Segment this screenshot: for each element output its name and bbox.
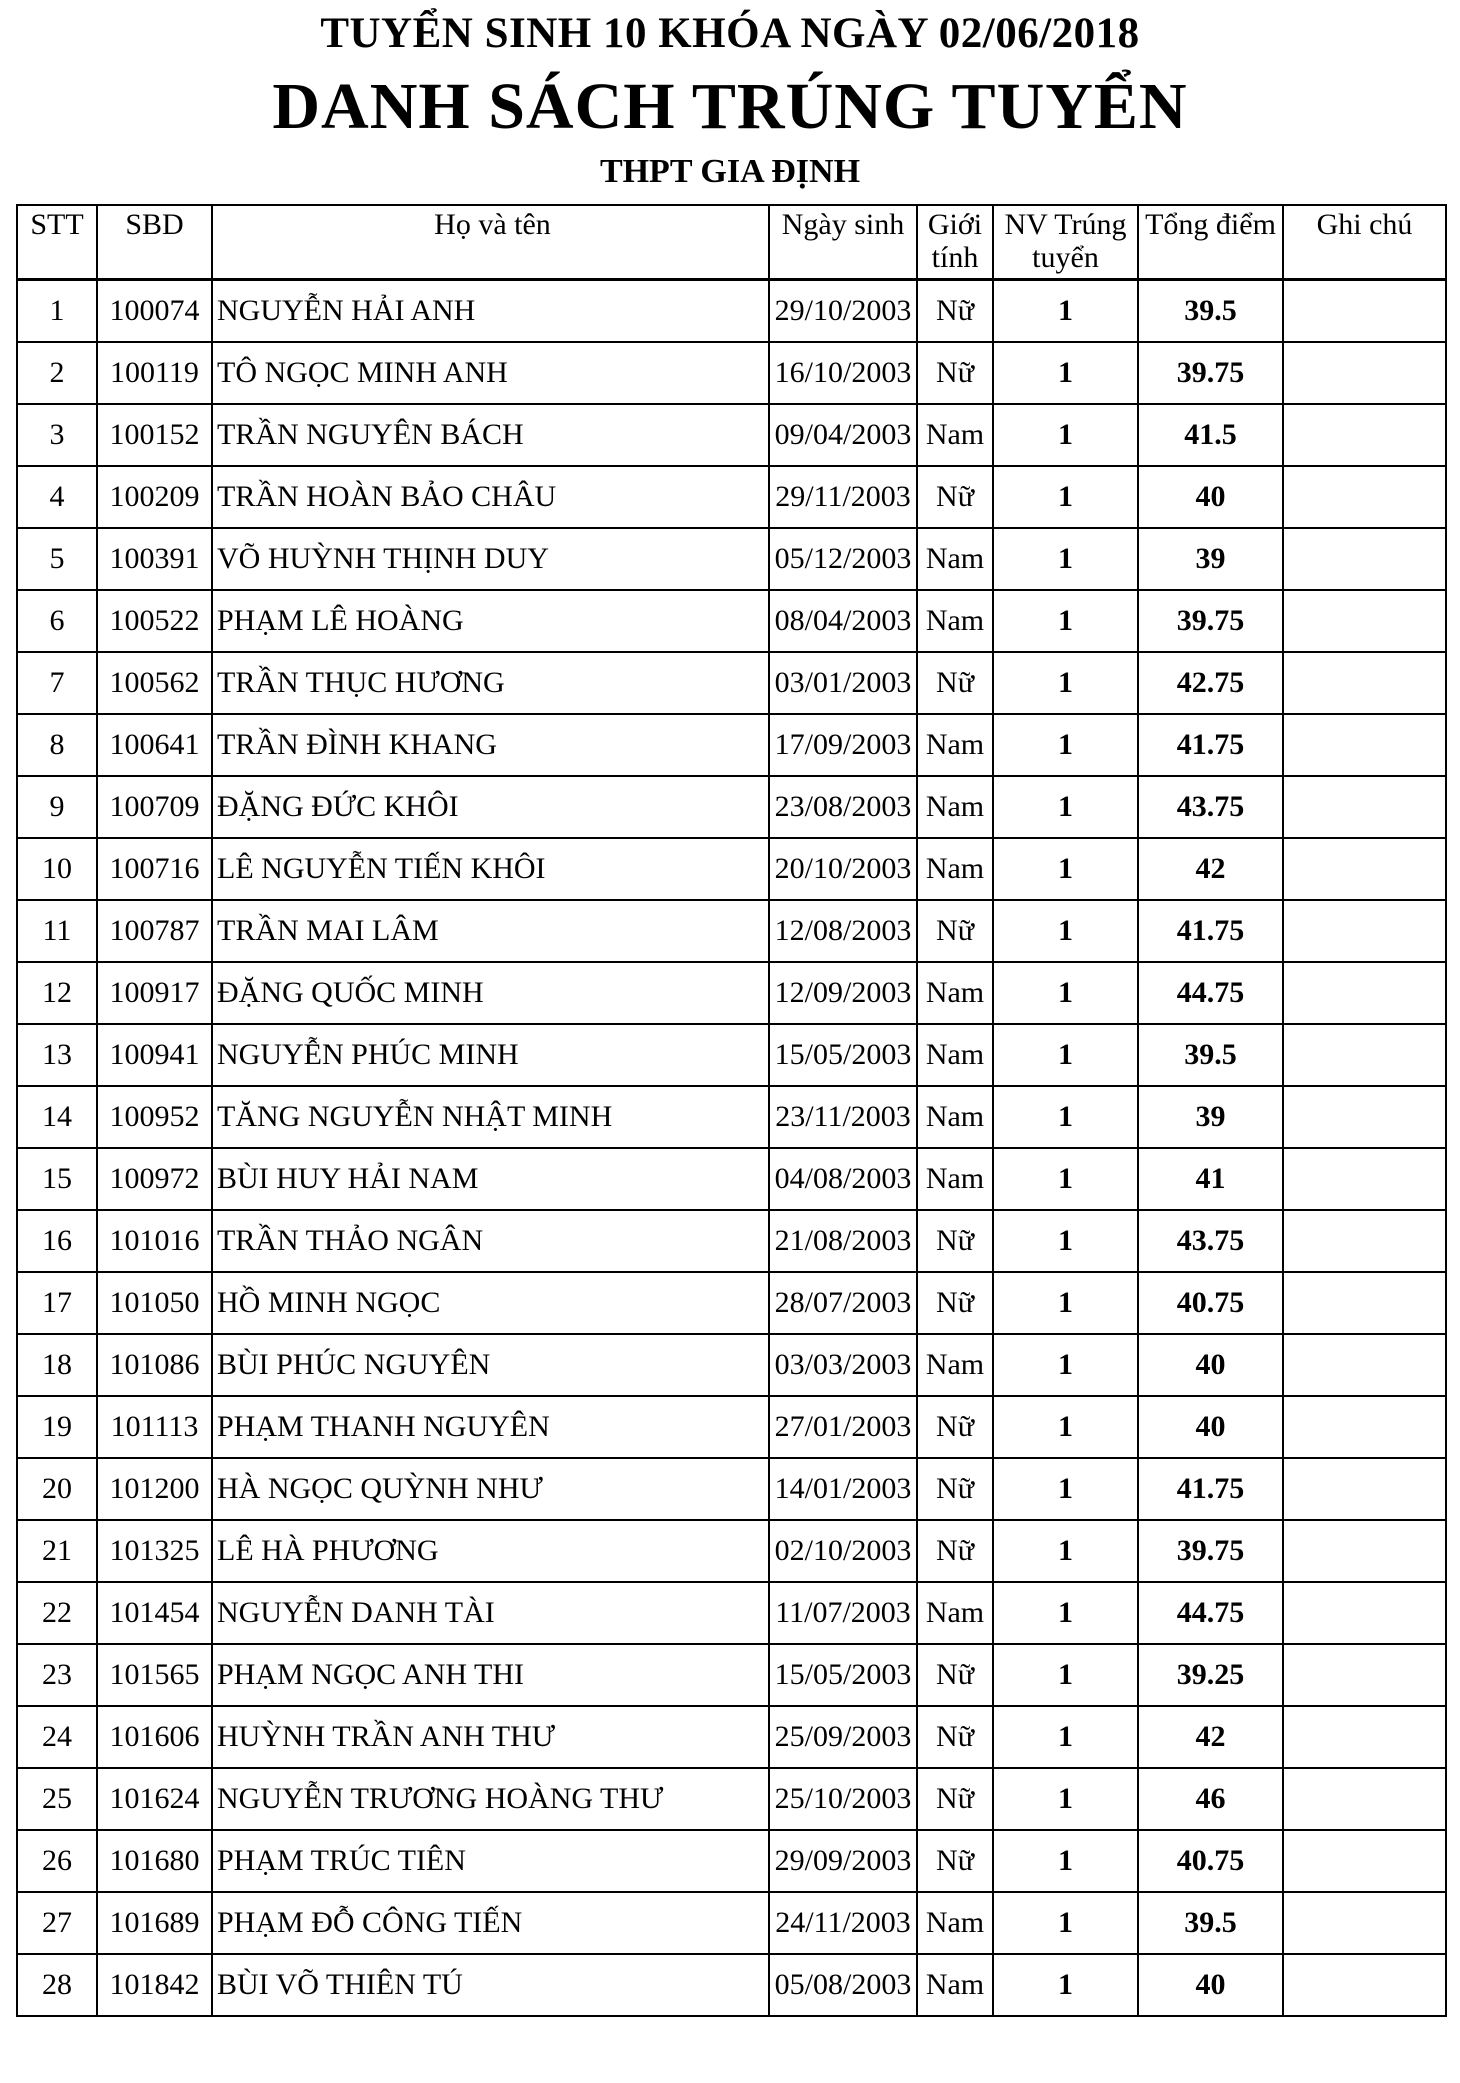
- cell-note: [1283, 1954, 1446, 2016]
- cell-gender: Nữ: [917, 1272, 993, 1334]
- cell-dob: 29/10/2003: [769, 280, 917, 343]
- table-row: [17, 466, 1446, 528]
- cell-note: [1283, 404, 1446, 466]
- cell-name: NGUYỄN TRƯƠNG HOÀNG THƯ: [212, 1768, 769, 1830]
- header-gender: [917, 205, 993, 280]
- cell-name: ĐẶNG ĐỨC KHÔI: [212, 776, 769, 838]
- cell-score: 40: [1138, 466, 1283, 528]
- cell-gender: Nam: [917, 528, 993, 590]
- cell-nv: 1: [993, 1954, 1138, 2016]
- table-row: [17, 838, 1446, 900]
- cell-dob: 03/03/2003: [769, 1334, 917, 1396]
- cell-dob: 25/10/2003: [769, 1768, 917, 1830]
- cell-note: [1283, 1334, 1446, 1396]
- cell-sbd: 100917: [97, 962, 212, 1024]
- cell-stt: 1: [17, 280, 97, 343]
- cell-note: [1283, 342, 1446, 404]
- cell-note: [1283, 1830, 1446, 1892]
- cell-note: [1283, 1892, 1446, 1954]
- cell-sbd: 100716: [97, 838, 212, 900]
- table-row: [17, 1272, 1446, 1334]
- cell-name: TRẦN THẢO NGÂN: [212, 1210, 769, 1272]
- cell-nv: 1: [993, 1210, 1138, 1272]
- header-name: Họ và tên: [212, 205, 769, 280]
- cell-name: BÙI PHÚC NGUYÊN: [212, 1334, 769, 1396]
- cell-score: 40: [1138, 1334, 1283, 1396]
- cell-stt: 7: [17, 652, 97, 714]
- cell-gender: Nữ: [917, 900, 993, 962]
- cell-sbd: 101680: [97, 1830, 212, 1892]
- table-row: [17, 1458, 1446, 1520]
- cell-dob: 24/11/2003: [769, 1892, 917, 1954]
- cell-gender: Nam: [917, 1086, 993, 1148]
- cell-name: PHẠM ĐỖ CÔNG TIẾN: [212, 1892, 769, 1954]
- cell-note: [1283, 1396, 1446, 1458]
- cell-gender: Nữ: [917, 1396, 993, 1458]
- cell-dob: 15/05/2003: [769, 1644, 917, 1706]
- cell-score: 41.5: [1138, 404, 1283, 466]
- cell-stt: 21: [17, 1520, 97, 1582]
- cell-sbd: 100391: [97, 528, 212, 590]
- cell-score: 40.75: [1138, 1272, 1283, 1334]
- cell-stt: 6: [17, 590, 97, 652]
- table-row: [17, 1024, 1446, 1086]
- header-stt: STT: [17, 205, 97, 280]
- cell-score: 39.75: [1138, 342, 1283, 404]
- cell-stt: 28: [17, 1954, 97, 2016]
- cell-dob: 17/09/2003: [769, 714, 917, 776]
- cell-gender: Nữ: [917, 1706, 993, 1768]
- cell-nv: 1: [993, 1582, 1138, 1644]
- cell-name: TRẦN HOÀN BẢO CHÂU: [212, 466, 769, 528]
- cell-score: 39.5: [1138, 1892, 1283, 1954]
- cell-dob: 15/05/2003: [769, 1024, 917, 1086]
- cell-dob: 08/04/2003: [769, 590, 917, 652]
- cell-name: NGUYỄN PHÚC MINH: [212, 1024, 769, 1086]
- header-sbd: SBD: [97, 205, 212, 280]
- cell-name: PHẠM LÊ HOÀNG: [212, 590, 769, 652]
- table-row: [17, 652, 1446, 714]
- table-row: [17, 1954, 1446, 2016]
- cell-note: [1283, 714, 1446, 776]
- cell-stt: 27: [17, 1892, 97, 1954]
- cell-stt: 23: [17, 1644, 97, 1706]
- cell-sbd: 100562: [97, 652, 212, 714]
- cell-note: [1283, 1148, 1446, 1210]
- cell-stt: 11: [17, 900, 97, 962]
- cell-sbd: 100641: [97, 714, 212, 776]
- cell-nv: 1: [993, 714, 1138, 776]
- cell-stt: 18: [17, 1334, 97, 1396]
- cell-name: TRẦN MAI LÂM: [212, 900, 769, 962]
- cell-dob: 12/08/2003: [769, 900, 917, 962]
- cell-nv: 1: [993, 528, 1138, 590]
- cell-gender: Nữ: [917, 652, 993, 714]
- header-score: Tổng điểm: [1138, 205, 1283, 280]
- cell-score: 40: [1138, 1396, 1283, 1458]
- table-row: [17, 280, 1446, 343]
- cell-stt: 10: [17, 838, 97, 900]
- cell-name: NGUYỄN HẢI ANH: [212, 280, 769, 343]
- cell-nv: 1: [993, 838, 1138, 900]
- cell-score: 42: [1138, 838, 1283, 900]
- cell-sbd: 101624: [97, 1768, 212, 1830]
- cell-gender: Nam: [917, 1954, 993, 2016]
- table-row: [17, 1892, 1446, 1954]
- table-row: [17, 1768, 1446, 1830]
- cell-name: LÊ HÀ PHƯƠNG: [212, 1520, 769, 1582]
- cell-gender: Nam: [917, 1334, 993, 1396]
- cell-score: 39.5: [1138, 280, 1283, 343]
- cell-score: 39.75: [1138, 1520, 1283, 1582]
- cell-dob: 28/07/2003: [769, 1272, 917, 1334]
- cell-stt: 17: [17, 1272, 97, 1334]
- cell-gender: Nam: [917, 962, 993, 1024]
- cell-name: VÕ HUỲNH THỊNH DUY: [212, 528, 769, 590]
- cell-stt: 4: [17, 466, 97, 528]
- cell-sbd: 101200: [97, 1458, 212, 1520]
- cell-sbd: 100709: [97, 776, 212, 838]
- cell-name: PHẠM THANH NGUYÊN: [212, 1396, 769, 1458]
- cell-gender: Nữ: [917, 1520, 993, 1582]
- cell-stt: 24: [17, 1706, 97, 1768]
- cell-nv: 1: [993, 1396, 1138, 1458]
- cell-score: 40: [1138, 1954, 1283, 2016]
- cell-stt: 14: [17, 1086, 97, 1148]
- cell-gender: Nam: [917, 776, 993, 838]
- table-row: [17, 1706, 1446, 1768]
- cell-stt: 9: [17, 776, 97, 838]
- cell-sbd: 101606: [97, 1706, 212, 1768]
- cell-stt: 2: [17, 342, 97, 404]
- cell-note: [1283, 590, 1446, 652]
- table-row: [17, 1086, 1446, 1148]
- cell-note: [1283, 1520, 1446, 1582]
- cell-dob: 09/04/2003: [769, 404, 917, 466]
- cell-note: [1283, 1086, 1446, 1148]
- header-note: Ghi chú: [1283, 205, 1446, 280]
- table-row: [17, 1334, 1446, 1396]
- cell-dob: 12/09/2003: [769, 962, 917, 1024]
- cell-nv: 1: [993, 1644, 1138, 1706]
- school-name: THPT GIA ĐỊNH: [599, 153, 861, 190]
- cell-gender: Nữ: [917, 1830, 993, 1892]
- cell-gender: Nữ: [917, 1768, 993, 1830]
- cell-dob: 11/07/2003: [769, 1582, 917, 1644]
- cell-dob: 27/01/2003: [769, 1396, 917, 1458]
- cell-name: TÔ NGỌC MINH ANH: [212, 342, 769, 404]
- cell-nv: 1: [993, 1892, 1138, 1954]
- cell-name: TĂNG NGUYỄN NHẬT MINH: [212, 1086, 769, 1148]
- cell-gender: Nam: [917, 714, 993, 776]
- cell-sbd: 100119: [97, 342, 212, 404]
- cell-name: TRẦN THỤC HƯƠNG: [212, 652, 769, 714]
- cell-gender: Nam: [917, 1892, 993, 1954]
- cell-dob: 23/11/2003: [769, 1086, 917, 1148]
- cell-score: 39.5: [1138, 1024, 1283, 1086]
- cell-nv: 1: [993, 776, 1138, 838]
- cell-name: HÀ NGỌC QUỲNH NHƯ: [212, 1458, 769, 1520]
- header-nv-label: NV Trúng tuyển: [1004, 208, 1127, 274]
- cell-note: [1283, 1768, 1446, 1830]
- cell-score: 44.75: [1138, 1582, 1283, 1644]
- cell-sbd: 101565: [97, 1644, 212, 1706]
- cell-stt: 13: [17, 1024, 97, 1086]
- cell-nv: 1: [993, 342, 1138, 404]
- cell-dob: 03/01/2003: [769, 652, 917, 714]
- cell-sbd: 101016: [97, 1210, 212, 1272]
- cell-nv: 1: [993, 1458, 1138, 1520]
- header-nv: [993, 205, 1138, 280]
- cell-score: 43.75: [1138, 1210, 1283, 1272]
- cell-score: 43.75: [1138, 776, 1283, 838]
- table-row: [17, 1520, 1446, 1582]
- cell-sbd: 100522: [97, 590, 212, 652]
- cell-stt: 8: [17, 714, 97, 776]
- table-row: [17, 1644, 1446, 1706]
- cell-score: 41.75: [1138, 900, 1283, 962]
- cell-dob: 14/01/2003: [769, 1458, 917, 1520]
- cell-score: 41: [1138, 1148, 1283, 1210]
- cell-note: [1283, 280, 1446, 343]
- cell-sbd: 100152: [97, 404, 212, 466]
- cell-note: [1283, 838, 1446, 900]
- cell-name: BÙI HUY HẢI NAM: [212, 1148, 769, 1210]
- cell-nv: 1: [993, 1334, 1138, 1396]
- cell-sbd: 100787: [97, 900, 212, 962]
- cell-note: [1283, 1706, 1446, 1768]
- table-row: [17, 962, 1446, 1024]
- cell-sbd: 101842: [97, 1954, 212, 2016]
- cell-note: [1283, 466, 1446, 528]
- cell-note: [1283, 652, 1446, 714]
- cell-dob: 04/08/2003: [769, 1148, 917, 1210]
- cell-dob: 29/11/2003: [769, 466, 917, 528]
- cell-gender: Nữ: [917, 1210, 993, 1272]
- cell-sbd: 101325: [97, 1520, 212, 1582]
- cell-sbd: 100972: [97, 1148, 212, 1210]
- cell-name: TRẦN NGUYÊN BÁCH: [212, 404, 769, 466]
- cell-nv: 1: [993, 1830, 1138, 1892]
- cell-note: [1283, 1210, 1446, 1272]
- cell-name: PHẠM TRÚC TIÊN: [212, 1830, 769, 1892]
- cell-nv: 1: [993, 1706, 1138, 1768]
- cell-name: BÙI VÕ THIÊN TÚ: [212, 1954, 769, 2016]
- table-row: [17, 1210, 1446, 1272]
- cell-sbd: 101454: [97, 1582, 212, 1644]
- cell-gender: Nữ: [917, 466, 993, 528]
- table-row: [17, 590, 1446, 652]
- cell-nv: 1: [993, 900, 1138, 962]
- cell-note: [1283, 962, 1446, 1024]
- cell-stt: 26: [17, 1830, 97, 1892]
- cell-sbd: 101689: [97, 1892, 212, 1954]
- cell-sbd: 100209: [97, 466, 212, 528]
- cell-nv: 1: [993, 1024, 1138, 1086]
- cell-score: 41.75: [1138, 714, 1283, 776]
- cell-nv: 1: [993, 1272, 1138, 1334]
- cell-gender: Nam: [917, 1024, 993, 1086]
- cell-gender: Nam: [917, 590, 993, 652]
- cell-nv: 1: [993, 1148, 1138, 1210]
- cell-note: [1283, 528, 1446, 590]
- cell-score: 39: [1138, 528, 1283, 590]
- cell-sbd: 100074: [97, 280, 212, 343]
- cell-nv: 1: [993, 466, 1138, 528]
- cell-nv: 1: [993, 590, 1138, 652]
- cell-nv: 1: [993, 280, 1138, 343]
- table-row: [17, 714, 1446, 776]
- cell-dob: 05/08/2003: [769, 1954, 917, 2016]
- table-row: [17, 342, 1446, 404]
- cell-stt: 12: [17, 962, 97, 1024]
- cell-score: 42: [1138, 1706, 1283, 1768]
- cell-gender: Nam: [917, 838, 993, 900]
- cell-name: NGUYỄN DANH TÀI: [212, 1582, 769, 1644]
- cell-sbd: 100941: [97, 1024, 212, 1086]
- cell-sbd: 101086: [97, 1334, 212, 1396]
- cell-dob: 25/09/2003: [769, 1706, 917, 1768]
- cell-note: [1283, 1582, 1446, 1644]
- cell-gender: Nam: [917, 404, 993, 466]
- cell-gender: Nam: [917, 1582, 993, 1644]
- cell-score: 39: [1138, 1086, 1283, 1148]
- cell-score: 39.75: [1138, 590, 1283, 652]
- cell-sbd: 101113: [97, 1396, 212, 1458]
- cell-stt: 19: [17, 1396, 97, 1458]
- table-row: [17, 1148, 1446, 1210]
- cell-note: [1283, 1024, 1446, 1086]
- cell-name: TRẦN ĐÌNH KHANG: [212, 714, 769, 776]
- table-row: [17, 1582, 1446, 1644]
- cell-stt: 15: [17, 1148, 97, 1210]
- cell-stt: 3: [17, 404, 97, 466]
- cell-gender: Nữ: [917, 280, 993, 343]
- cell-gender: Nữ: [917, 1458, 993, 1520]
- cell-note: [1283, 1644, 1446, 1706]
- page-title: DANH SÁCH TRÚNG TUYỂN: [272, 70, 1188, 143]
- cell-dob: 21/08/2003: [769, 1210, 917, 1272]
- cell-score: 46: [1138, 1768, 1283, 1830]
- table-row: [17, 404, 1446, 466]
- cell-dob: 20/10/2003: [769, 838, 917, 900]
- page-supertitle: TUYỂN SINH 10 KHÓA NGÀY 02/06/2018: [320, 10, 1140, 57]
- cell-note: [1283, 776, 1446, 838]
- cell-stt: 25: [17, 1768, 97, 1830]
- cell-name: LÊ NGUYỄN TIẾN KHÔI: [212, 838, 769, 900]
- cell-stt: 22: [17, 1582, 97, 1644]
- table-row: [17, 1830, 1446, 1892]
- cell-stt: 16: [17, 1210, 97, 1272]
- cell-nv: 1: [993, 962, 1138, 1024]
- cell-note: [1283, 1458, 1446, 1520]
- table-body: [17, 280, 1446, 2017]
- cell-gender: Nam: [917, 1148, 993, 1210]
- cell-sbd: 101050: [97, 1272, 212, 1334]
- cell-note: [1283, 1272, 1446, 1334]
- cell-nv: 1: [993, 1086, 1138, 1148]
- cell-name: PHẠM NGỌC ANH THI: [212, 1644, 769, 1706]
- table-row: [17, 1396, 1446, 1458]
- cell-nv: 1: [993, 1520, 1138, 1582]
- cell-nv: 1: [993, 652, 1138, 714]
- cell-dob: 29/09/2003: [769, 1830, 917, 1892]
- header-dob: Ngày sinh: [769, 205, 917, 280]
- cell-dob: 05/12/2003: [769, 528, 917, 590]
- cell-stt: 5: [17, 528, 97, 590]
- admission-table: [16, 204, 1447, 2017]
- cell-gender: Nữ: [917, 342, 993, 404]
- cell-score: 42.75: [1138, 652, 1283, 714]
- cell-name: ĐẶNG QUỐC MINH: [212, 962, 769, 1024]
- table-row: [17, 776, 1446, 838]
- table-row: [17, 900, 1446, 962]
- table-row: [17, 528, 1446, 590]
- cell-dob: 16/10/2003: [769, 342, 917, 404]
- cell-name: HUỲNH TRẦN ANH THƯ: [212, 1706, 769, 1768]
- cell-score: 39.25: [1138, 1644, 1283, 1706]
- cell-stt: 20: [17, 1458, 97, 1520]
- cell-nv: 1: [993, 1768, 1138, 1830]
- cell-score: 44.75: [1138, 962, 1283, 1024]
- cell-gender: Nữ: [917, 1644, 993, 1706]
- cell-sbd: 100952: [97, 1086, 212, 1148]
- cell-dob: 23/08/2003: [769, 776, 917, 838]
- table-header-row: [17, 205, 1446, 280]
- cell-score: 41.75: [1138, 1458, 1283, 1520]
- cell-dob: 02/10/2003: [769, 1520, 917, 1582]
- cell-name: HỒ MINH NGỌC: [212, 1272, 769, 1334]
- header-gender-label: Giới tính: [927, 208, 983, 274]
- cell-nv: 1: [993, 404, 1138, 466]
- cell-note: [1283, 900, 1446, 962]
- cell-score: 40.75: [1138, 1830, 1283, 1892]
